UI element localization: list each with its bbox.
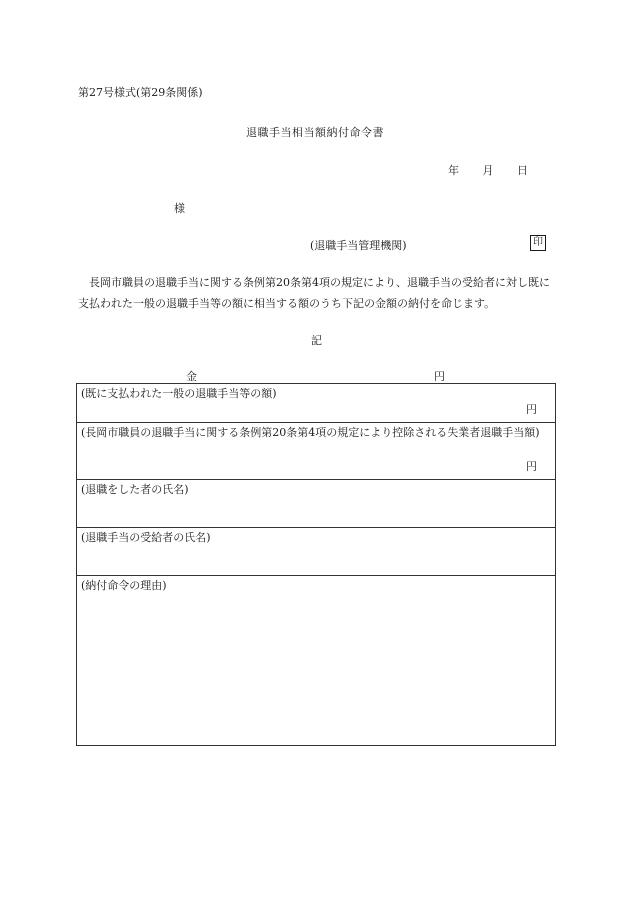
row-label: (退職手当の受給者の氏名) — [81, 531, 211, 544]
amount-unit: 円 — [434, 370, 445, 383]
issuer-label: (退職手当管理機関) — [310, 239, 407, 252]
ki-heading: 記 — [311, 334, 322, 347]
amount-prefix: 金 — [186, 370, 197, 383]
row-unit: 円 — [526, 460, 537, 473]
row-label: (退職をした者の氏名) — [81, 483, 189, 496]
table-row-retiree-name — [77, 479, 555, 527]
row-label: (長岡市職員の退職手当に関する条例第20条第4項の規定により控除される失業者退職手当額) — [81, 426, 540, 439]
table-row-recipient-name — [77, 527, 555, 575]
amount-line — [78, 368, 558, 382]
row-label: (納付命令の理由) — [81, 579, 167, 592]
row-unit: 円 — [526, 403, 537, 416]
year-label: 年 — [448, 164, 459, 177]
table-row-paid-amount — [77, 384, 555, 422]
table-row-deducted-amount — [77, 422, 555, 479]
row-label: (既に支払われた一般の退職手当等の額) — [81, 387, 277, 400]
month-label: 月 — [482, 164, 494, 177]
document-title: 退職手当相当額納付命令書 — [246, 126, 384, 139]
table-row-reason — [77, 575, 555, 745]
detail-table — [76, 383, 556, 746]
date-line — [448, 162, 528, 178]
form-number: 第27号様式(第29条関係) — [78, 86, 203, 99]
body-paragraph: 長岡市職員の退職手当に関する条例第20条第4項の規定により、退職手当の受給者に対し既に支払われた一般の退職手当等の額に相当する額のうち下記の金額の納付を命じます。 — [78, 276, 550, 310]
day-label: 日 — [517, 164, 528, 177]
addressee-suffix: 様 — [174, 202, 185, 215]
seal-mark: 印 — [530, 235, 546, 251]
